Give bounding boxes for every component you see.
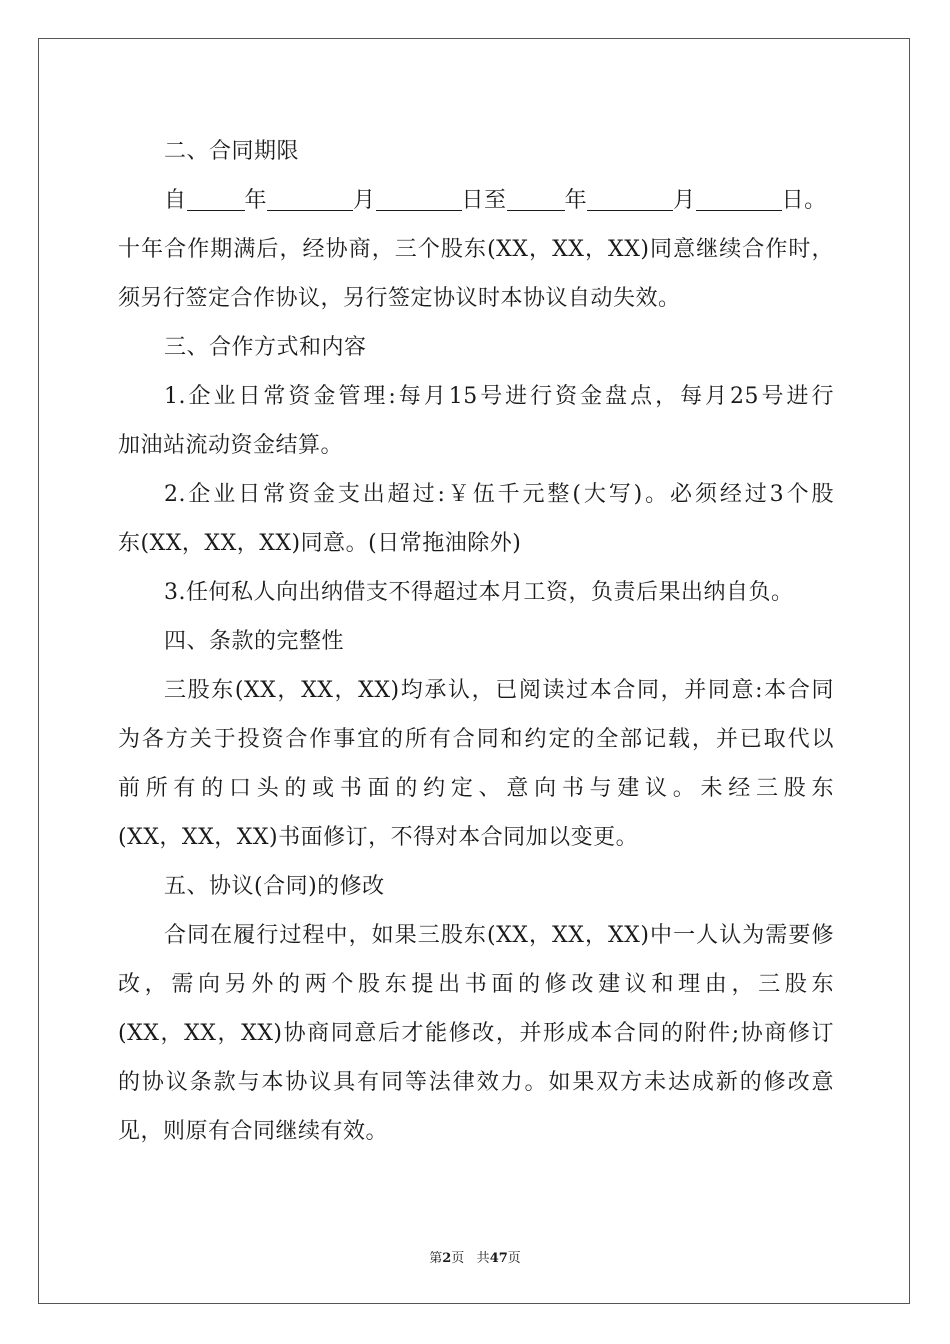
term-text: 月 <box>353 188 376 213</box>
list-item-3: 3.任何私人向出纳借支不得超过本月工资，负责后果出纳自负。 <box>164 580 794 605</box>
term-text: 日至 <box>461 188 507 213</box>
section-heading-amendment: 五、协议(合同)的修改 <box>164 874 385 899</box>
section-heading-integrity: 四、条款的完整性 <box>164 629 345 654</box>
footer-text: 页 <box>451 1251 465 1266</box>
paragraph-line: 三股东(XX，XX，XX)均承认，已阅读过本合同，并同意:本合同 <box>164 678 834 703</box>
paragraph-line: 见，则原有合同继续有效。 <box>118 1119 389 1144</box>
term-date-line <box>118 176 834 225</box>
blank-end-day[interactable] <box>696 188 782 211</box>
document-body <box>118 127 834 1156</box>
list-item-2: 2.企业日常资金支出超过:￥伍千元整(大写)。必须经过3个股 <box>164 482 834 507</box>
list-item-1: 1.企业日常资金管理:每月15号进行资金盘点，每月25号进行 <box>164 384 834 409</box>
section-heading-cooperation: 三、合作方式和内容 <box>164 335 367 360</box>
page-footer <box>0 1247 950 1266</box>
paragraph-line: 加油站流动资金结算。 <box>118 433 344 458</box>
paragraph-line: 为各方关于投资合作事宜的所有合同和约定的全部记载，并已取代以 <box>118 727 834 752</box>
section-heading-term: 二、合同期限 <box>164 139 300 164</box>
paragraph-line: (XX，XX，XX)书面修订，不得对本合同加以变更。 <box>118 825 639 850</box>
paragraph-line: 的协议条款与本协议具有同等法律效力。如果双方未达成新的修改意 <box>118 1070 834 1095</box>
footer-text: 共 <box>476 1251 490 1266</box>
term-text: 日。 <box>781 188 827 213</box>
term-text: 年 <box>564 188 588 213</box>
blank-end-year[interactable] <box>507 188 565 211</box>
current-page-number: 2 <box>442 1251 452 1266</box>
total-page-number: 47 <box>489 1251 508 1266</box>
term-text: 月 <box>673 188 696 213</box>
term-text: 自 <box>164 188 187 213</box>
blank-start-day[interactable] <box>376 188 462 211</box>
paragraph-line: 改，需向另外的两个股东提出书面的修改建议和理由，三股东 <box>118 972 834 997</box>
paragraph-line: 东(XX，XX，XX)同意。(日常拖油除外) <box>118 531 522 556</box>
paragraph-line: 十年合作期满后，经协商，三个股东(XX，XX，XX)同意继续合作时， <box>118 237 834 262</box>
footer-text: 页 <box>507 1251 521 1266</box>
blank-start-month[interactable] <box>267 188 353 211</box>
footer-text: 第 <box>429 1251 443 1266</box>
term-text: 年 <box>244 188 268 213</box>
paragraph-line: 合同在履行过程中，如果三股东(XX，XX，XX)中一人认为需要修 <box>164 923 834 948</box>
blank-end-month[interactable] <box>587 188 673 211</box>
paragraph-line: 须另行签定合作协议，另行签定协议时本协议自动失效。 <box>118 286 681 311</box>
paragraph-line: 前所有的口头的或书面的约定、意向书与建议。未经三股东 <box>118 776 834 801</box>
blank-start-year[interactable] <box>187 188 245 211</box>
paragraph-line: (XX，XX，XX)协商同意后才能修改，并形成本合同的附件;协商修订 <box>118 1021 834 1046</box>
